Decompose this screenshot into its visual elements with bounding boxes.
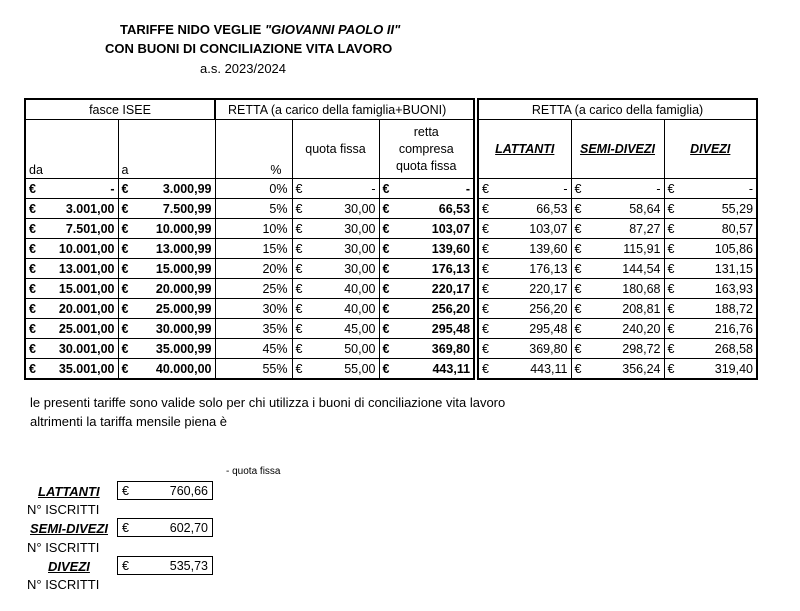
table-row — [25, 279, 474, 299]
cell-quota — [292, 299, 379, 319]
currency-symbol: € — [121, 301, 129, 316]
currency-symbol: € — [121, 241, 129, 256]
table-row — [25, 299, 474, 319]
cell-a — [118, 279, 215, 299]
cell-da — [25, 199, 118, 219]
header-retta-l2: compresa — [398, 141, 454, 156]
full-rate-box-lattanti — [117, 481, 213, 500]
currency-symbol: € — [574, 361, 582, 376]
cell-value: 10.001,00 — [58, 241, 115, 256]
currency-symbol: € — [121, 261, 129, 276]
currency-symbol: € — [295, 241, 303, 256]
header-pct: % — [215, 120, 292, 179]
currency-symbol: € — [121, 361, 129, 376]
cell-value: 180,68 — [622, 281, 661, 296]
currency-symbol: € — [667, 341, 675, 356]
cell-value: 30,00 — [344, 261, 376, 276]
cell-value: 319,40 — [714, 361, 754, 376]
cell-value: 25.000,99 — [155, 301, 212, 316]
full-rate-value-lattanti: 760,66 — [169, 483, 208, 498]
cell-retta — [379, 339, 474, 359]
cell-value: 13.001,00 — [58, 261, 115, 276]
cell-value: 369,80 — [529, 341, 568, 356]
cell-retta — [379, 359, 474, 380]
cell-value: 35.000,99 — [155, 341, 212, 356]
currency-symbol: € — [382, 241, 390, 256]
cell-value: - — [656, 181, 661, 196]
cell-retta — [379, 199, 474, 219]
full-rate-label-semi-divezi: SEMI-DIVEZI — [30, 521, 109, 536]
cell-value: 369,80 — [431, 341, 471, 356]
currency-symbol: € — [382, 341, 390, 356]
cell-value: 66,53 — [438, 201, 471, 216]
cell-div — [664, 199, 757, 219]
iscritti-semi-divezi: N° ISCRITTI — [27, 540, 100, 555]
cell-value: 220,17 — [529, 281, 568, 296]
cell-value: 55,00 — [344, 361, 376, 376]
cell-value: - — [371, 181, 376, 196]
cell-value: 139,60 — [529, 241, 568, 256]
table-row — [25, 259, 474, 279]
cell-quota — [292, 339, 379, 359]
full-rate-box-divezi — [117, 556, 213, 575]
full-rate-value-divezi: 535,73 — [169, 558, 208, 573]
currency-symbol: € — [574, 301, 582, 316]
header-semi-divezi: SEMI-DIVEZI — [571, 120, 664, 179]
currency-symbol: € — [382, 281, 390, 296]
cell-value: 256,20 — [431, 301, 471, 316]
currency-symbol: € — [574, 181, 582, 196]
cell-value: 295,48 — [431, 321, 471, 336]
currency-symbol: € — [482, 201, 489, 216]
header-da: da — [25, 120, 118, 179]
cell-lat — [478, 359, 571, 380]
table-row — [478, 219, 757, 239]
cell-semi — [571, 199, 664, 219]
currency-symbol: € — [29, 321, 36, 336]
cell-value: 208,81 — [622, 301, 661, 316]
currency-symbol: € — [29, 261, 36, 276]
currency-symbol: € — [482, 241, 489, 256]
currency-symbol: € — [295, 341, 303, 356]
cell-value: 25.001,00 — [58, 321, 115, 336]
cell-value: 220,17 — [431, 281, 471, 296]
currency-symbol: € — [121, 181, 129, 196]
cell-retta — [379, 279, 474, 299]
iscritti-lattanti: N° ISCRITTI — [27, 502, 100, 517]
cell-value: 176,13 — [431, 261, 471, 276]
cell-div — [664, 279, 757, 299]
currency-symbol: € — [482, 341, 489, 356]
currency-symbol: € — [382, 321, 390, 336]
table-row — [478, 339, 757, 359]
currency-symbol: € — [574, 281, 582, 296]
currency-symbol: € — [667, 241, 675, 256]
currency-symbol: € — [382, 181, 390, 196]
header-retta-l3: quota fissa — [396, 158, 457, 173]
currency-symbol: € — [574, 321, 582, 336]
currency-symbol: € — [667, 181, 675, 196]
iscritti-divezi: N° ISCRITTI — [27, 577, 100, 592]
currency-symbol: € — [29, 281, 36, 296]
currency-symbol: € — [667, 301, 675, 316]
cell-retta — [379, 219, 474, 239]
cell-value: 30,00 — [344, 221, 376, 236]
cell-da — [25, 359, 118, 380]
table-row — [25, 319, 474, 339]
cell-da — [25, 179, 118, 199]
cell-value: 55,29 — [721, 201, 754, 216]
cell-lat — [478, 279, 571, 299]
currency-symbol: € — [122, 558, 129, 573]
cell-value: 7.500,99 — [162, 201, 212, 216]
cell-a — [118, 239, 215, 259]
cell-value: 50,00 — [344, 341, 376, 356]
table-row — [25, 199, 474, 219]
cell-value: 216,76 — [714, 321, 754, 336]
cell-pct: 25% — [215, 279, 292, 299]
currency-symbol: € — [29, 301, 36, 316]
currency-symbol: € — [29, 181, 36, 196]
table-row — [478, 319, 757, 339]
currency-symbol: € — [482, 221, 489, 236]
cell-a — [118, 319, 215, 339]
currency-symbol: € — [667, 321, 675, 336]
cell-quota — [292, 179, 379, 199]
cell-value: 176,13 — [529, 261, 568, 276]
title-line2: CON BUONI DI CONCILIAZIONE VITA LAVORO — [105, 41, 393, 56]
currency-symbol: € — [29, 201, 36, 216]
currency-symbol: € — [295, 281, 303, 296]
cell-lat — [478, 259, 571, 279]
cell-quota — [292, 279, 379, 299]
cell-semi — [571, 359, 664, 380]
header-quota-fissa: quota fissa — [292, 120, 379, 179]
currency-symbol: € — [295, 301, 303, 316]
cell-value: 115,91 — [623, 241, 661, 256]
cell-da — [25, 319, 118, 339]
full-rate-label-divezi: DIVEZI — [48, 559, 90, 574]
table-row — [478, 259, 757, 279]
table-row — [478, 359, 757, 380]
currency-symbol: € — [295, 201, 303, 216]
currency-symbol: € — [29, 221, 36, 236]
cell-lat — [478, 339, 571, 359]
cell-pct: 55% — [215, 359, 292, 380]
cell-semi — [571, 179, 664, 199]
cell-semi — [571, 259, 664, 279]
cell-retta — [379, 179, 474, 199]
cell-value: 3.000,99 — [162, 181, 212, 196]
cell-value: 13.000,99 — [155, 241, 212, 256]
currency-symbol: € — [574, 261, 582, 276]
cell-value: 15.001,00 — [58, 281, 115, 296]
cell-div — [664, 359, 757, 380]
cell-quota — [292, 259, 379, 279]
cell-quota — [292, 199, 379, 219]
table-row — [25, 239, 474, 259]
cell-lat — [478, 199, 571, 219]
currency-symbol: € — [295, 321, 303, 336]
tariff-table-right — [477, 98, 758, 380]
title-school-name: "GIOVANNI PAOLO II" — [264, 22, 401, 37]
currency-symbol: € — [295, 221, 303, 236]
cell-da — [25, 339, 118, 359]
cell-a — [118, 359, 215, 380]
cell-value: 268,58 — [714, 341, 754, 356]
cell-quota — [292, 359, 379, 380]
cell-value: 40,00 — [344, 281, 376, 296]
quota-fissa-note: - quota fissa — [226, 466, 281, 477]
currency-symbol: € — [382, 221, 390, 236]
cell-value: 20.000,99 — [155, 281, 212, 296]
cell-retta — [379, 239, 474, 259]
full-rate-label-lattanti: LATTANTI — [38, 484, 100, 499]
cell-value: 10.000,99 — [155, 221, 212, 236]
currency-symbol: € — [574, 201, 582, 216]
cell-pct: 45% — [215, 339, 292, 359]
currency-symbol: € — [122, 520, 129, 535]
cell-semi — [571, 219, 664, 239]
cell-value: - — [110, 181, 115, 196]
header-fasce-isee: fasce ISEE — [25, 99, 215, 120]
table-row — [478, 199, 757, 219]
cell-pct: 0% — [215, 179, 292, 199]
cell-value: 15.000,99 — [155, 261, 212, 276]
cell-value: 40.000,00 — [155, 361, 212, 376]
cell-value: 443,11 — [432, 361, 471, 376]
cell-div — [664, 319, 757, 339]
cell-lat — [478, 239, 571, 259]
cell-value: 30,00 — [344, 241, 376, 256]
cell-value: 20.001,00 — [58, 301, 115, 316]
currency-symbol: € — [295, 181, 303, 196]
cell-value: 45,00 — [344, 321, 376, 336]
cell-quota — [292, 219, 379, 239]
cell-value: 105,86 — [714, 241, 754, 256]
cell-value: 295,48 — [529, 321, 568, 336]
cell-quota — [292, 319, 379, 339]
cell-value: 256,20 — [529, 301, 568, 316]
currency-symbol: € — [29, 361, 36, 376]
cell-div — [664, 239, 757, 259]
cell-lat — [478, 319, 571, 339]
currency-symbol: € — [295, 361, 303, 376]
cell-value: 58,64 — [629, 201, 661, 216]
full-rate-box-semi-divezi — [117, 518, 213, 537]
table-row — [25, 179, 474, 199]
currency-symbol: € — [382, 361, 390, 376]
currency-symbol: € — [121, 201, 129, 216]
currency-symbol: € — [667, 221, 675, 236]
table-row — [25, 359, 474, 380]
table-row — [478, 179, 757, 199]
cell-semi — [571, 239, 664, 259]
table-row — [25, 219, 474, 239]
header-retta-compresa — [379, 120, 474, 179]
table-row — [478, 299, 757, 319]
currency-symbol: € — [667, 281, 675, 296]
header-retta-l1: retta — [413, 124, 439, 139]
cell-value: - — [748, 181, 754, 196]
cell-value: 144,54 — [622, 261, 661, 276]
cell-value: 356,24 — [622, 361, 661, 376]
cell-div — [664, 259, 757, 279]
currency-symbol: € — [482, 321, 489, 336]
cell-lat — [478, 219, 571, 239]
cell-value: 7.501,00 — [65, 221, 115, 236]
cell-da — [25, 219, 118, 239]
cell-da — [25, 299, 118, 319]
cell-pct: 30% — [215, 299, 292, 319]
cell-div — [664, 339, 757, 359]
cell-quota — [292, 239, 379, 259]
cell-value: 240,20 — [622, 321, 661, 336]
currency-symbol: € — [482, 301, 489, 316]
cell-value: 87,27 — [629, 221, 661, 236]
title-prefix: TARIFFE NIDO VEGLIE — [120, 22, 265, 37]
currency-symbol: € — [382, 261, 390, 276]
cell-a — [118, 259, 215, 279]
cell-semi — [571, 279, 664, 299]
cell-pct: 10% — [215, 219, 292, 239]
cell-semi — [571, 299, 664, 319]
currency-symbol: € — [482, 261, 489, 276]
note-line1: le presenti tariffe sono valide solo per chi utilizza i buoni di conciliazione vita lavoro — [30, 395, 506, 410]
cell-pct: 35% — [215, 319, 292, 339]
currency-symbol: € — [121, 221, 129, 236]
header-a: a — [118, 120, 215, 179]
cell-value: 30.001,00 — [58, 341, 115, 356]
cell-a — [118, 339, 215, 359]
cell-da — [25, 279, 118, 299]
cell-value: 30.000,99 — [155, 321, 212, 336]
cell-lat — [478, 299, 571, 319]
cell-semi — [571, 339, 664, 359]
cell-a — [118, 299, 215, 319]
table-row — [25, 339, 474, 359]
currency-symbol: € — [29, 241, 36, 256]
currency-symbol: € — [121, 281, 129, 296]
header-divezi: DIVEZI — [664, 120, 757, 179]
header-retta-buoni: RETTA (a carico della famiglia+BUONI) — [215, 99, 474, 120]
tariff-table-left — [24, 98, 475, 380]
cell-value: - — [563, 181, 568, 196]
currency-symbol: € — [382, 301, 390, 316]
currency-symbol: € — [574, 241, 582, 256]
currency-symbol: € — [121, 321, 129, 336]
cell-div — [664, 219, 757, 239]
cell-pct: 20% — [215, 259, 292, 279]
cell-value: 80,57 — [721, 221, 754, 236]
cell-value: 131,15 — [714, 261, 754, 276]
cell-lat — [478, 179, 571, 199]
cell-value: 298,72 — [622, 341, 661, 356]
cell-value: 139,60 — [431, 241, 471, 256]
school-year: a.s. 2023/2024 — [200, 61, 287, 76]
cell-value: 103,07 — [529, 221, 568, 236]
currency-symbol: € — [482, 281, 489, 296]
full-rate-value-semi-divezi: 602,70 — [169, 520, 208, 535]
cell-da — [25, 259, 118, 279]
note-line2: altrimenti la tariffa mensile piena è — [30, 414, 228, 429]
currency-symbol: € — [122, 483, 129, 498]
cell-value: 163,93 — [714, 281, 754, 296]
cell-value: 35.001,00 — [58, 361, 115, 376]
cell-retta — [379, 319, 474, 339]
cell-div — [664, 179, 757, 199]
cell-retta — [379, 299, 474, 319]
currency-symbol: € — [121, 341, 129, 356]
currency-symbol: € — [29, 341, 36, 356]
cell-retta — [379, 259, 474, 279]
cell-a — [118, 179, 215, 199]
table-row — [478, 239, 757, 259]
table-row — [478, 279, 757, 299]
cell-value: 30,00 — [344, 201, 376, 216]
currency-symbol: € — [482, 181, 489, 196]
currency-symbol: € — [382, 201, 390, 216]
cell-value: - — [465, 181, 471, 196]
cell-semi — [571, 319, 664, 339]
currency-symbol: € — [482, 361, 489, 376]
title-line1 — [120, 22, 400, 37]
currency-symbol: € — [295, 261, 303, 276]
currency-symbol: € — [667, 201, 675, 216]
currency-symbol: € — [574, 341, 582, 356]
cell-value: 40,00 — [344, 301, 376, 316]
cell-a — [118, 219, 215, 239]
cell-value: 188,72 — [714, 301, 754, 316]
cell-div — [664, 299, 757, 319]
cell-value: 3.001,00 — [65, 201, 115, 216]
cell-da — [25, 239, 118, 259]
cell-value: 103,07 — [431, 221, 471, 236]
cell-value: 443,11 — [530, 361, 568, 376]
currency-symbol: € — [574, 221, 582, 236]
cell-pct: 5% — [215, 199, 292, 219]
header-lattanti: LATTANTI — [478, 120, 571, 179]
currency-symbol: € — [667, 361, 675, 376]
currency-symbol: € — [667, 261, 675, 276]
header-retta-famiglia: RETTA (a carico della famiglia) — [478, 99, 757, 120]
cell-a — [118, 199, 215, 219]
cell-pct: 15% — [215, 239, 292, 259]
cell-value: 66,53 — [536, 201, 568, 216]
